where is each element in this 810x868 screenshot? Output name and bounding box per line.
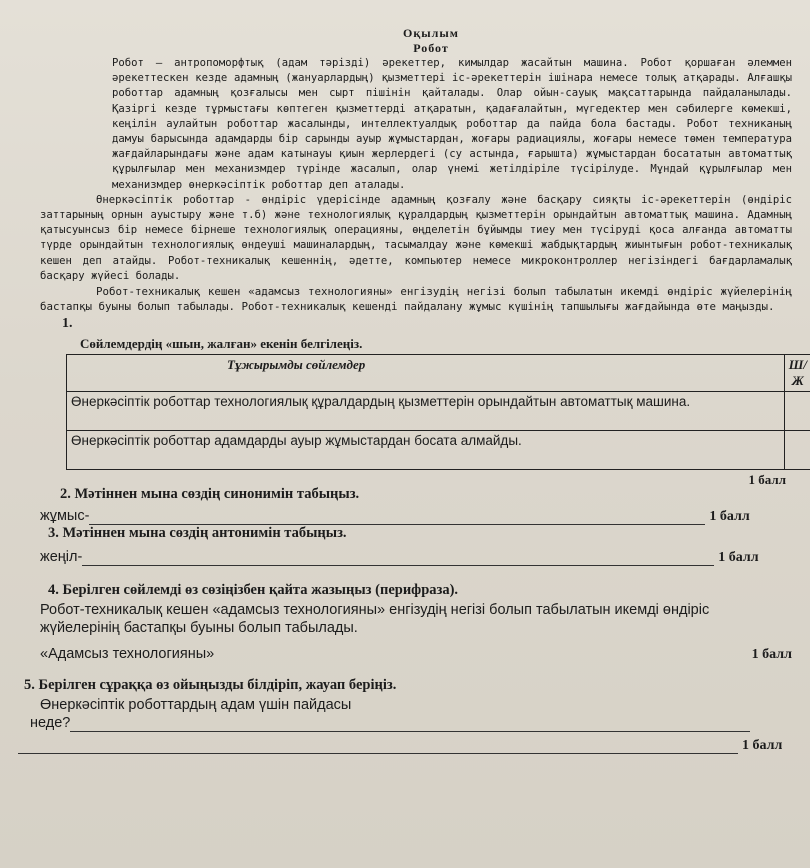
- task3-word: жеңіл-: [40, 549, 83, 566]
- reading-paragraph-2: Өнеркәсіптік роботтар - өндіріс үдерісінде адамның қозғалу және басқару сияқты іс-әрекеттерін (өндіріс заттарының орнын ауыстыру және т.б) және технологиялық құралдардың қызметтерін орындайтын автоматтық машина. Адамның қатысуынсыз бір немесе бірнеше технологиялық операцияны, өңделетін бұйымды тиеу мен түсіруді қоса алғанда автоматты түрде орындайтын технологиялық өндеуші машиналардың, тасымалдау және көмекші жабдықтардың жиынтығын робот-техникалық кешен деп атайды. Робот-техникалық кешеннің, әдетте, компьютер немесе микроконтроллер негізіндегі бағдарламалық басқару жүйесі болады.: [40, 193, 792, 282]
- task5-answer-line-2[interactable]: [18, 741, 738, 754]
- page-title: Оқылым: [403, 26, 459, 40]
- task2-points: 1 балл: [709, 509, 750, 525]
- task5-question-line2: неде?: [30, 715, 71, 732]
- task3-title: 3. Мәтіннен мына сөздің антонимін табыңыз.: [48, 525, 347, 542]
- task5-points: 1 балл: [742, 738, 783, 754]
- task1-number: 1.: [62, 316, 73, 332]
- task4-points: 1 балл: [751, 647, 792, 663]
- task4-title: 4. Берілген сөйлемді өз сөзіңізбен қайта жазыңыз (перифраза).: [48, 582, 459, 599]
- task1-title: Сөйлемдердің «шын, жалған» екенін белгілеңіз.: [80, 336, 363, 352]
- answer-cell[interactable]: [784, 392, 810, 431]
- answer-header: Ш/Ж: [784, 355, 810, 392]
- table-row: [67, 392, 810, 431]
- answer-cell[interactable]: [784, 431, 810, 470]
- reading-paragraph-1: Робот – антропоморфтық (адам тәрізді) әрекеттер, кимылдар жасайтын машина. Робот қоршаған әлеммен әрекеттескен кезде адамның (жануарлардың) қызметтері іс-әрекеттерін ішінара немесе толық атқарады. Алғашқы роботтар адамның қозғалысы мен сырт пішінін қайталады. Олар ойын-сауық мақсаттарында пайдаланылады. Қазіргі кезде тұрмыстағы көптеген қызметтерді атқаратын, қадағалайтын, мүгедектер мен сәбилерге көмекші, кеңілін аулайтын роботтар жасалынды, интеллектуалдық роботтар да пайда бола бастады. Робот техниканың дамуы барысында адамдарды бір сарынды ауыр жұмыстардан, жоғары радиациялы, жоғары немесе төмен температура жағдайларындағы және адам катынауы қиын жерлердегі (су астында, ғарышта) жұмыстардан босататын автоматтық құрылғылар мен механизмдер түрінде жасалып, олар үнемі жетілдіріле түсірілуде. Мұндай құрылғылар мен механизмдер өнеркәсіптік роботтар деп аталады.: [112, 57, 792, 191]
- task5-answer-line-1[interactable]: [70, 719, 750, 732]
- task4-phrase: «Адамсыз технологияны»: [40, 646, 215, 663]
- statement-cell: Өнеркәсіптік роботтар адамдарды ауыр жұмыстардан боcата алмайды.: [67, 431, 785, 470]
- statements-header: Тұжырымды сөйлемдер: [67, 355, 785, 392]
- task2-title: 2. Мәтіннен мына сөздің синонимін табыңыз.: [60, 486, 360, 503]
- task2-word: жұмыс-: [40, 508, 90, 525]
- task5-question-line1: Өнеркәсіптік роботтардың адам үшін пайдасы: [40, 697, 352, 714]
- text-title: Робот: [413, 41, 449, 55]
- table-row: [67, 431, 810, 470]
- task1-points: 1 балл: [748, 472, 786, 488]
- statement-cell: Өнеркәсіптік роботтар технологиялық құралдардың қызметтерін орындайтын автоматтық машина.: [67, 392, 785, 431]
- task2-answer-line[interactable]: [89, 512, 705, 525]
- reading-paragraph-3: Робот-техникалық кешен «адамсыз технологияны» енгізудің негізі болып табылатын икемді өндіріс жүйелерінің бастапқы буыны болып табылады. Робот-техникалық кешенді пайдалану жұмыс күшінің тапшылығы жағдайында өте маңызды.: [40, 285, 792, 314]
- task3-answer-line[interactable]: [82, 553, 714, 566]
- task4-sentence: Робот-техникалық кешен «адамсыз технологияны» енгізудің негізі болып табылатын икемді өндіріс жүйелерінің бастапқы буыны болып табылады.: [40, 602, 710, 637]
- task3-points: 1 балл: [718, 550, 759, 566]
- task5-title: 5. Берілген сұраққа өз ойыңызды білдіріп, жауап беріңіз.: [24, 677, 397, 694]
- true-false-table: [66, 354, 810, 470]
